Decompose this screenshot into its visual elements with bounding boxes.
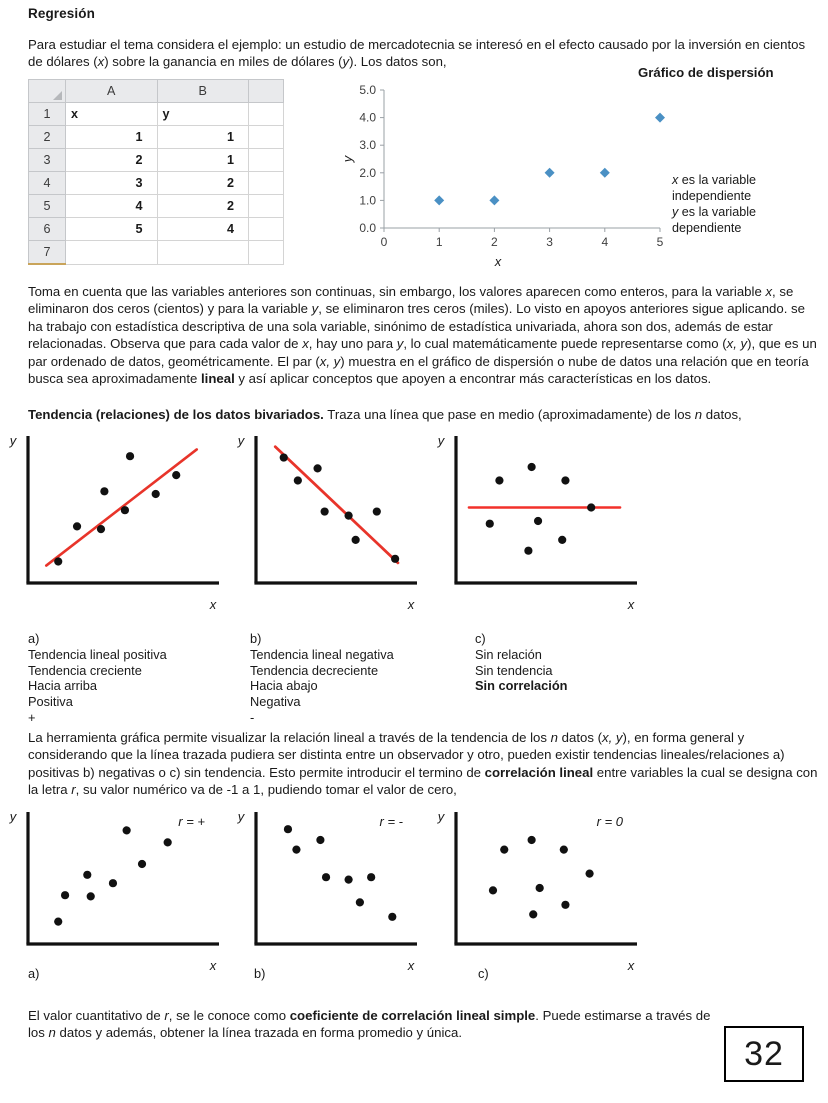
intro-var-x: x — [97, 54, 105, 70]
data-point — [313, 464, 321, 472]
caption-line: - — [250, 709, 255, 725]
data-point — [373, 507, 381, 515]
data-point — [529, 910, 537, 918]
final-var-r: r — [164, 1008, 169, 1023]
caption-label: c) — [475, 631, 486, 646]
cell-spacer-5 — [249, 195, 284, 218]
body-text-b: , se eliminaron dos ceros (cientos) y para la variable — [28, 284, 794, 317]
annotation-line-1 — [672, 172, 828, 204]
r-annotation: r = - — [379, 814, 403, 829]
data-point — [560, 846, 568, 854]
data-point — [172, 471, 180, 479]
scatter-point — [600, 168, 610, 178]
corr-text-e: , su valor numérico va de -1 a 1, pudiendo tomar el valor de cero, — [75, 782, 457, 798]
y-axis-label: y — [9, 809, 17, 824]
column-header-a[interactable]: A — [66, 80, 158, 103]
scatter-point — [655, 113, 665, 123]
body-text-f: ), que es un par ordenado de datos, geométricamente. El par ( — [28, 336, 817, 369]
caption-line: Tendencia lineal positiva — [28, 646, 167, 662]
data-point — [486, 520, 494, 528]
trend-intro-text-b: datos, — [702, 407, 742, 422]
trend-intro-text-a: Traza una línea que pase en medio (aproximadamente) de los — [323, 407, 695, 422]
trend-intro-paragraph — [28, 406, 818, 423]
corr-pair-xy: x, y — [601, 730, 623, 745]
caption-line: Sin correlación — [475, 678, 568, 694]
data-point — [528, 836, 536, 844]
correlation-plot-a — [6, 806, 231, 986]
cell-b1[interactable]: y — [157, 103, 249, 126]
x-axis-label: x — [627, 958, 635, 973]
y-tick-label: 0.0 — [359, 221, 376, 235]
table-row — [29, 218, 284, 241]
spreadsheet-column-header-row — [29, 80, 284, 103]
trend-caption-c — [475, 631, 567, 694]
table-row — [29, 172, 284, 195]
scatter-point — [545, 168, 555, 178]
column-header-b[interactable]: B — [157, 80, 249, 103]
data-point — [321, 507, 329, 515]
final-text-b: , se le conoce como — [168, 1008, 290, 1023]
trend-caption-b — [250, 631, 394, 726]
body-text-e: , lo cual matemáticamente puede representarse como ( — [403, 336, 727, 352]
y-axis-label: y — [237, 433, 245, 448]
body-paragraph — [28, 283, 818, 387]
row-header-6[interactable]: 6 — [29, 218, 66, 241]
data-point — [294, 476, 302, 484]
trend-line — [275, 447, 398, 563]
x-axis-label: x — [494, 254, 502, 269]
y-axis-label: y — [340, 155, 355, 163]
caption-line: Tendencia creciente — [28, 662, 142, 678]
data-point — [345, 512, 353, 520]
data-point — [558, 536, 566, 544]
r-annotation: r = 0 — [596, 814, 623, 829]
body-var-x2: x — [302, 336, 309, 352]
row-header-7[interactable]: 7 — [29, 241, 66, 265]
y-tick-label: 3.0 — [359, 138, 376, 153]
final-text-a: El valor cuantitativo de — [28, 1008, 165, 1023]
cell-a7[interactable] — [66, 241, 158, 265]
trend-intro-bold: Tendencia (relaciones) de los datos bivariados. — [28, 407, 324, 422]
x-axis-label: x — [407, 958, 415, 973]
caption-line: Tendencia decreciente — [250, 662, 379, 678]
data-point — [388, 913, 396, 921]
data-point — [121, 506, 129, 514]
data-point — [73, 522, 81, 530]
y-tick-label: 2.0 — [359, 165, 376, 180]
data-point — [284, 825, 292, 833]
data-point — [87, 892, 95, 900]
corr-text-b: datos ( — [558, 730, 602, 745]
x-axis-label: x — [407, 597, 415, 612]
x-tick-label: 1 — [435, 235, 443, 249]
data-point — [587, 503, 595, 511]
x-tick-label: 4 — [601, 235, 609, 249]
row-header-3[interactable]: 3 — [29, 149, 66, 172]
cell-b3[interactable]: 1 — [157, 149, 249, 172]
corr-bold: correlación lineal — [484, 764, 594, 780]
cell-spacer-3 — [249, 149, 284, 172]
data-point — [495, 476, 503, 484]
correlation-caption-b: b) — [254, 966, 266, 981]
x-tick-label: 5 — [656, 235, 664, 249]
corr-var-r: r — [71, 782, 76, 798]
data-point — [391, 555, 399, 563]
body-text-h: y así aplicar conceptos que apoyen a encontrar más características en los datos. — [234, 371, 712, 387]
caption-line: Negativa — [250, 694, 301, 710]
row-header-5[interactable]: 5 — [29, 195, 66, 218]
y-tick-label: 1.0 — [359, 193, 376, 208]
body-text-a: Toma en cuenta que las variables anteriores son continuas, sin embargo, los valores aparecen como enteros, para la variable — [28, 284, 766, 299]
data-point — [54, 557, 62, 565]
data-point — [489, 886, 497, 894]
data-point — [152, 490, 160, 498]
intro-text-1: Para estudiar el tema considera el ejemplo: un estudio de mercadotecnia se interesó en el efecto causado por la inversión en cientos de dólares ( — [28, 37, 806, 70]
final-bold: coeficiente de correlación lineal simple — [289, 1008, 536, 1023]
scatter-point — [434, 195, 444, 205]
r-annotation: r = + — [178, 814, 205, 829]
data-point — [367, 873, 375, 881]
y-axis-label: y — [437, 809, 445, 824]
data-point — [109, 879, 117, 887]
final-var-n: n — [48, 1025, 56, 1041]
data-point — [164, 838, 172, 846]
cell-b4[interactable]: 2 — [157, 172, 249, 195]
intro-var-y: y — [342, 54, 350, 70]
caption-line: + — [28, 709, 36, 725]
caption-line: Tendencia lineal negativa — [250, 646, 394, 662]
body-var-x1: x — [765, 284, 773, 299]
final-paragraph — [28, 1007, 728, 1042]
caption-line: Sin tendencia — [475, 662, 553, 678]
scatter-point — [489, 195, 499, 205]
correlation-plot-b — [234, 806, 429, 986]
data-spreadsheet[interactable] — [28, 79, 284, 265]
data-point — [61, 891, 69, 899]
corr-text-c: ), en forma general y considerando que la línea trazada pudiera ser distinta entre un observador y otro, pueden existir tendencias lineales/relaciones a) positivas b) negativas o c) sin tendencia. Esto permite introducir el termino de — [28, 730, 785, 780]
body-pair-2: x, y — [319, 353, 341, 369]
cell-a5[interactable]: 4 — [66, 195, 158, 218]
annotation-var-y: y — [672, 205, 679, 219]
data-point — [585, 870, 593, 878]
cell-spacer-7 — [249, 241, 284, 265]
data-point — [316, 836, 324, 844]
page-title: Regresión — [28, 6, 95, 21]
data-point — [54, 918, 62, 926]
table-row — [29, 103, 284, 126]
data-point — [83, 871, 91, 879]
data-point — [356, 898, 364, 906]
trend-caption-a — [28, 631, 167, 726]
x-axis-label: x — [209, 958, 217, 973]
row-header-4[interactable]: 4 — [29, 172, 66, 195]
caption-line: Positiva — [28, 694, 73, 710]
final-text-c: . Puede estimarse a través de los — [28, 1008, 711, 1041]
caption-label: b) — [250, 631, 262, 646]
data-point — [352, 536, 360, 544]
correlation-caption-a: a) — [28, 966, 40, 981]
intro-text-3: ). Los datos son, — [349, 54, 447, 70]
trend-intro-var-n: n — [694, 407, 703, 422]
corner-triangle-icon — [53, 91, 62, 100]
corr-text-a: La herramienta gráfica permite visualizar la relación lineal a través de la tendencia de los — [28, 730, 551, 745]
x-axis-label: x — [627, 597, 635, 612]
cell-a1[interactable]: x — [66, 103, 158, 126]
data-point — [100, 487, 108, 495]
row-header-2[interactable]: 2 — [29, 126, 66, 149]
body-text-d: , hay uno para — [308, 336, 397, 352]
corr-text-d: entre variables la cual se designa con la letra — [28, 764, 818, 798]
y-axis-label: y — [437, 433, 445, 448]
annotation-text-1: es la variable independiente — [672, 173, 756, 203]
cell-spacer-1 — [249, 103, 284, 126]
cell-spacer-2 — [249, 126, 284, 149]
trend-plot-c — [434, 430, 649, 625]
trend-line — [46, 449, 196, 565]
data-point — [292, 846, 300, 854]
y-tick-label: 4.0 — [359, 110, 376, 125]
data-point — [536, 884, 544, 892]
cell-b5[interactable]: 2 — [157, 195, 249, 218]
data-point — [561, 476, 569, 484]
annotation-text-2: es la variable dependiente — [672, 205, 756, 235]
select-all-corner[interactable] — [29, 80, 66, 103]
x-tick-label: 0 — [380, 235, 388, 249]
correlation-caption-c: c) — [478, 966, 489, 981]
caption-label: a) — [28, 631, 40, 646]
data-point — [126, 452, 134, 460]
body-text-c: , se eliminaron tres ceros (miles). Lo visto en apoyos anteriores sigue aplicando. se ha trabajo con estadística descriptiva de una sola variable, sinónimo de estadística univariada, ahora son dos, además de estar relacionadas. Observa que para cada valor de — [28, 301, 805, 352]
correlation-paragraph — [28, 729, 818, 799]
trend-plot-b — [234, 430, 429, 625]
data-point — [528, 463, 536, 471]
cell-a3[interactable]: 2 — [66, 149, 158, 172]
cell-b2[interactable]: 1 — [157, 126, 249, 149]
data-point — [123, 826, 131, 834]
body-var-y2: y — [396, 336, 404, 352]
caption-line: Hacia abajo — [250, 678, 318, 694]
x-tick-label: 2 — [491, 235, 498, 249]
annotation-var-x: x — [672, 173, 679, 187]
annotation-line-2 — [672, 204, 828, 236]
table-row — [29, 126, 284, 149]
page-number-box: 32 — [724, 1026, 804, 1082]
cell-a4[interactable]: 3 — [66, 172, 158, 195]
table-row — [29, 241, 284, 265]
x-axis-label: x — [209, 597, 217, 612]
x-tick-label: 3 — [546, 235, 553, 249]
body-bold-lineal: lineal — [201, 371, 235, 387]
final-text-d: datos y además, obtener la línea trazada en forma promedio y única. — [55, 1025, 462, 1041]
corr-var-n: n — [550, 730, 558, 745]
trend-plot-a — [6, 430, 231, 625]
scatter-chart-title: Gráfico de dispersión — [638, 65, 774, 80]
cell-spacer-6 — [249, 218, 284, 241]
data-point — [534, 517, 542, 525]
cell-b7[interactable] — [157, 241, 249, 265]
data-point — [524, 547, 532, 555]
body-text-g: ) muestra en el gráfico de dispersión o nube de datos una relación que en teoría busca sea aproximadamente — [28, 353, 809, 387]
data-point — [138, 860, 146, 868]
chart-annotation — [672, 172, 828, 236]
scatter-chart — [338, 82, 668, 269]
body-var-y1: y — [311, 301, 319, 317]
correlation-plot-c — [434, 806, 649, 986]
body-pair-1: x, y — [726, 336, 748, 352]
y-axis-label: y — [9, 433, 17, 448]
column-header-spacer — [249, 80, 284, 103]
table-row — [29, 149, 284, 172]
data-point — [561, 901, 569, 909]
data-point — [97, 525, 105, 533]
caption-line: Sin relación — [475, 646, 542, 662]
table-row — [29, 195, 284, 218]
row-header-1[interactable]: 1 — [29, 103, 66, 126]
cell-a6[interactable]: 5 — [66, 218, 158, 241]
y-axis-label: y — [237, 809, 245, 824]
data-point — [345, 876, 353, 884]
intro-text-2: ) sobre la ganancia en miles de dólares ( — [104, 54, 343, 70]
cell-spacer-4 — [249, 172, 284, 195]
cell-a2[interactable]: 1 — [66, 126, 158, 149]
data-point — [500, 846, 508, 854]
cell-b6[interactable]: 4 — [157, 218, 249, 241]
data-point — [280, 453, 288, 461]
caption-line: Hacia arriba — [28, 678, 97, 694]
y-tick-label: 5.0 — [359, 83, 376, 97]
data-point — [322, 873, 330, 881]
